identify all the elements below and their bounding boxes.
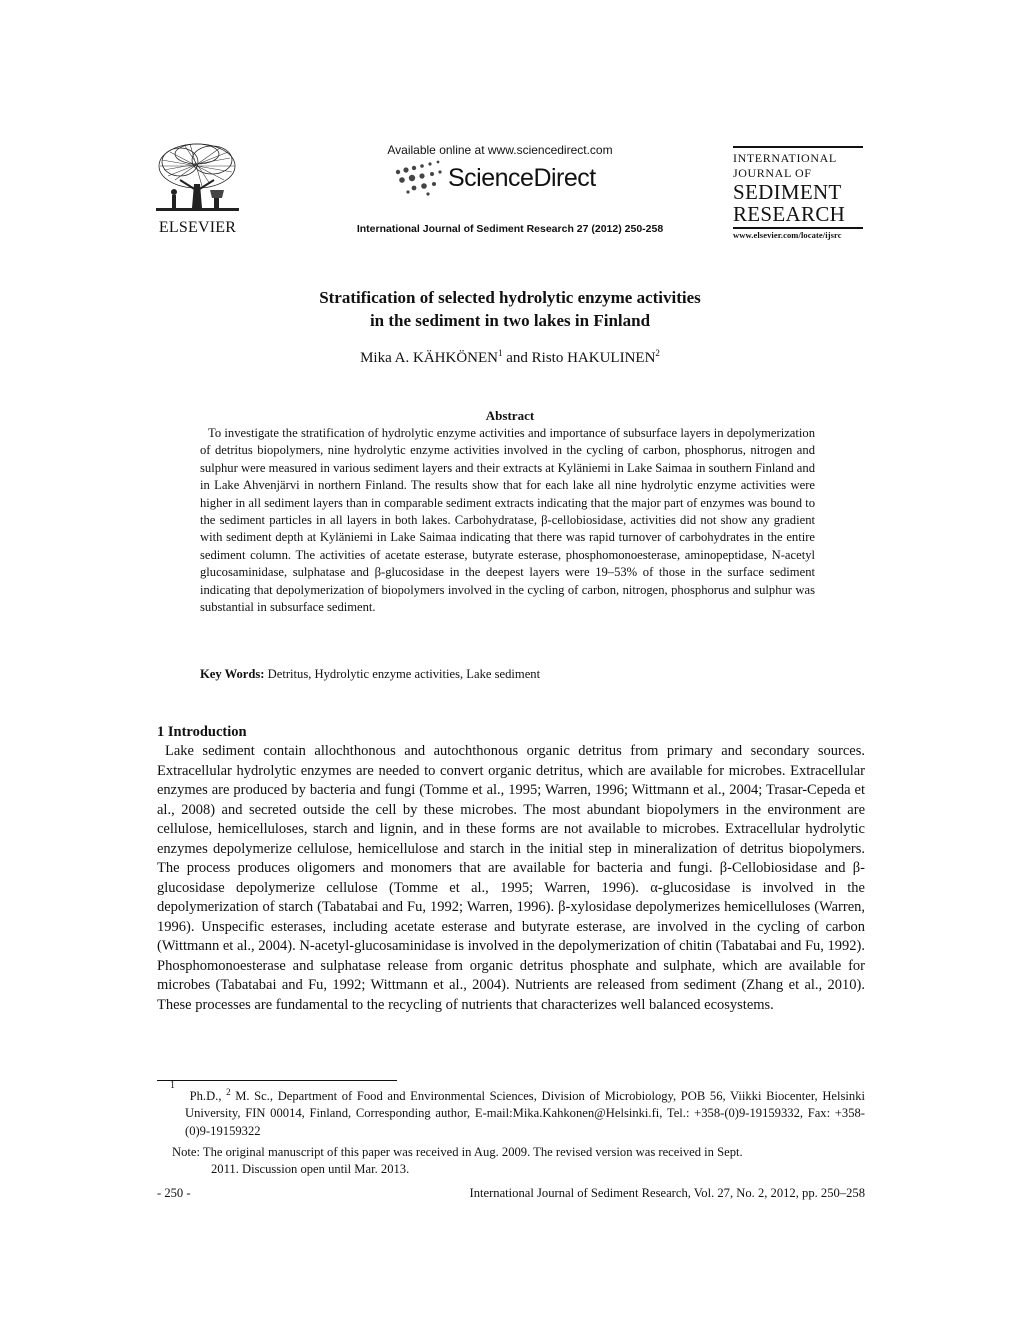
affiliation-footnote — [185, 1088, 865, 1140]
keywords-list: Detritus, Hydrolytic enzyme activities, Lake sediment — [267, 667, 541, 681]
logo-line-research: RESEARCH — [733, 202, 846, 226]
keywords — [200, 667, 815, 682]
logo-bottom-rule — [733, 227, 863, 229]
author-conjunction: and — [502, 350, 532, 366]
elsevier-logo — [150, 140, 245, 237]
note-line-2: 2011. Discussion open until Mar. 2013. — [211, 1162, 410, 1177]
footnote-rule — [157, 1080, 397, 1081]
footer-journal-citation: International Journal of Sediment Research, Vol. 27, No. 2, 2012, pp. 250–258 — [469, 1186, 865, 1200]
title-line-2: in the sediment in two lakes in Finland — [369, 311, 651, 330]
elsevier-tree-icon — [150, 140, 245, 218]
affiliation-details: M. Sc., Department of Food and Environmental Sciences, Division of Microbiology, POB 56, Viikki Biocenter, Helsinki University, FIN 00014, Finland, Corresponding author, E-mail:Mika.Kahkonen@Helsinki.fi, Tel.: +358-(0)9-19159332, Fax: +358-(0)9-19159322 — [185, 1089, 865, 1138]
author-1-footnote-mark: 1 — [498, 348, 503, 358]
logo-top-rule — [733, 146, 863, 148]
sciencedirect-dots-icon — [392, 158, 448, 198]
note-line-1: Note: The original manuscript of this paper was received in Aug. 2009. The revised version was received in Sept. — [172, 1145, 743, 1159]
journal-logo — [733, 146, 863, 240]
keywords-label: Key Words: — [200, 667, 265, 681]
abstract-body: To investigate the stratification of hydrolytic enzyme activities and importance of subsurface layers in depolymerization of detritus biopolymers, nine hydrolytic enzyme activities involved in the cycling of carbon, phosphorus, nitrogen and sulphur were measured in various sediment layers and their extracts at Kyläniemi in Lake Saimaa in southern Finland and in Lake Ahvenjärvi in northern Finland. The results show that for each lake all nine hydrolytic enzyme activities were higher in all sediment layers than in comparable sediment extracts indicating that the major part of enzymes was bound to the sediment particles in all layers in both lakes. Carbohydratase, β-cellobiosidase, activities did not show any gradient with sediment depth at Kyläniemi in Lake Saimaa indicating that there was rapid turnover of carbohydrates in the entire sediment column. The activities of acetate esterase, butyrate esterase, phosphomonoesterase, aminopeptidase, N-acetyl glucosaminidase, sulphatase and β-glucosidase in the deepest layers were 19–53% of those in the surface sediment indicating that depolymerization of biopolymers involved in the cycling of carbon, nitrogen, phosphorus and sulphur was substantial in subsurface sediment. — [200, 426, 815, 615]
sciencedirect-wordmark: ScienceDirect — [448, 164, 596, 192]
manuscript-note — [172, 1144, 865, 1179]
section-heading-introduction: 1 Introduction — [157, 724, 247, 740]
page-number: - 250 - — [157, 1186, 191, 1200]
sciencedirect-logo — [392, 158, 622, 198]
logo-line-sediment: SEDIMENT — [733, 180, 842, 204]
introduction-body: Lake sediment contain allochthonous and autochthonous organic detritus from primary and secondary sources. Extracellular hydrolytic enzymes are needed to convert organic detritus, which are available for microbes. Extracellular enzymes are produced by bacteria and fungi (Tomme et al., 1995; Warren, 1996; Wittmann et al., 2004; Trasar-Cepeda et al., 2008) and secreted outside the cell by these microbes. The most abundant biopolymers in the environment are cellulose, hemicelluloses, starch and lignin, and in these forms are not available to microbes. Extracellular hydrolytic enzymes depolymerize cellulose, hemicellulose and starch in the initial step in mineralization of detritus biopolymers. The process produces oligomers and monomers that are available for bacteria and fungi. β-Cellobiosidase and β-glucosidase depolymerize cellulose (Tomme et al., 1995; Warren, 1996). α-glucosidase is involved in the depolymerization of starch (Tabatabai and Fu, 1992; Warren, 1996). β-xylosidase depolymerizes hemicelluloses (Warren, 1996). Unspecific esterases, including acetate esterase and butyrate esterase, are involved in the cycling of carbon (Wittmann et al., 2004). N-acetyl-glucosaminidase is involved in the depolymerization of chitin (Tabatabai and Fu, 1992). Phosphomonoesterase and sulphatase release from organic detritus phosphate and sulphate, which are available for microbes (Tabatabai and Fu, 1992; Wittmann et al., 2004). Nutrients are released from sediment (Zhang et al., 2010). These processes are fundamental to the recycling of nutrients that characterizes well balanced ecosystems. — [157, 743, 865, 1013]
available-online-text: Available online at www.sciencedirect.com — [387, 143, 613, 157]
logo-line-journal-of: JOURNAL OF — [733, 166, 812, 180]
logo-line-international: INTERNATIONAL — [733, 151, 837, 165]
title-line-1: Stratification of selected hydrolytic enzyme activities — [319, 288, 701, 307]
abstract-heading: Abstract — [485, 408, 535, 423]
author-2: Risto HAKULINEN — [531, 350, 656, 366]
author-1: Mika A. KÄHKÖNEN — [360, 350, 498, 366]
paper-title — [160, 286, 860, 332]
affiliation-degree-1: Ph.D., — [185, 1089, 227, 1103]
author-2-footnote-mark: 2 — [655, 348, 660, 358]
author-line — [160, 350, 860, 367]
journal-url: www.elsevier.com/locate/ijsrc — [733, 230, 842, 240]
elsevier-wordmark: ELSEVIER — [158, 219, 237, 236]
journal-reference: International Journal of Sediment Research 27 (2012) 250-258 — [356, 223, 664, 235]
footnote-marker-2: 2 — [226, 1086, 231, 1097]
